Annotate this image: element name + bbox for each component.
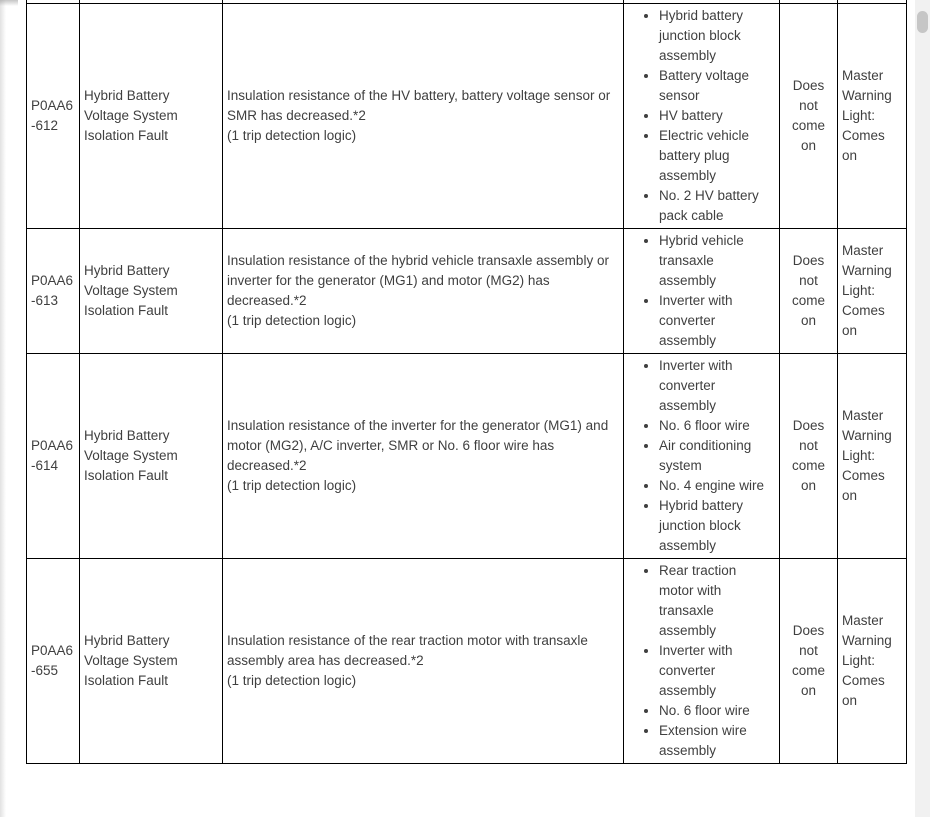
scrollbar-thumb[interactable]	[917, 11, 928, 33]
detection-logic-text: (1 trip detection logic)	[227, 313, 357, 328]
description-text: Insulation resistance of the inverter for the generator (MG1) and motor (MG2), A/C inverter, SMR or No. 6 floor wire has decreased.*2	[227, 418, 609, 473]
list-item: • HV battery	[659, 106, 771, 126]
description-cell	[223, 559, 624, 764]
table-row	[27, 559, 907, 764]
mil-status-cell: Does not come on	[780, 559, 838, 764]
list-item: • No. 6 floor wire	[659, 701, 771, 721]
description-cell	[223, 354, 624, 559]
dtc-code-cell: P0AA6-612	[27, 4, 80, 229]
description-cell	[223, 229, 624, 354]
warning-light-cell: Master Warning Light: Comes on	[838, 559, 907, 764]
list-item: • Rear traction motor with transaxle assembly	[659, 561, 771, 641]
fault-name-cell: Hybrid Battery Voltage System Isolation Fault	[80, 4, 223, 229]
components-list	[628, 231, 775, 351]
page-corner-shadow	[0, 0, 18, 6]
list-item: • Inverter with converter assembly	[659, 641, 771, 701]
mil-status-cell: Does not come on	[780, 4, 838, 229]
list-item: • Hybrid battery junction block assembly	[659, 6, 771, 66]
components-cell	[624, 354, 780, 559]
components-cell	[624, 229, 780, 354]
list-item: • Electric vehicle battery plug assembly	[659, 126, 771, 186]
fault-name-cell: Hybrid Battery Voltage System Isolation Fault	[80, 559, 223, 764]
list-item: • No. 2 HV battery pack cable	[659, 186, 771, 226]
table-row	[27, 229, 907, 354]
description-text: Insulation resistance of the hybrid vehicle transaxle assembly or inverter for the generator (MG1) and motor (MG2) has decreased.*2	[227, 253, 609, 308]
list-item: • Hybrid battery junction block assembly	[659, 496, 771, 556]
warning-light-cell: Master Warning Light: Comes on	[838, 4, 907, 229]
detection-logic-text: (1 trip detection logic)	[227, 128, 357, 143]
table-row	[27, 354, 907, 559]
detection-logic-text: (1 trip detection logic)	[227, 478, 357, 493]
page-edge-shadow	[0, 0, 6, 817]
list-item: • Battery voltage sensor	[659, 66, 771, 106]
dtc-code-cell: P0AA6-613	[27, 229, 80, 354]
description-text: Insulation resistance of the rear traction motor with transaxle assembly area has decreased.*2	[227, 633, 588, 668]
fault-name-cell: Hybrid Battery Voltage System Isolation Fault	[80, 229, 223, 354]
fault-name-cell: Hybrid Battery Voltage System Isolation Fault	[80, 354, 223, 559]
detection-logic-text: (1 trip detection logic)	[227, 673, 357, 688]
dtc-code-cell: P0AA6-614	[27, 354, 80, 559]
mil-status-cell: Does not come on	[780, 229, 838, 354]
list-item: • Inverter with converter assembly	[659, 356, 771, 416]
scrollbar-track[interactable]	[915, 0, 930, 817]
components-list	[628, 6, 775, 226]
table-row	[27, 4, 907, 229]
description-text: Insulation resistance of the HV battery, battery voltage sensor or SMR has decreased.*2	[227, 88, 611, 123]
dtc-table	[26, 0, 907, 764]
warning-light-cell: Master Warning Light: Comes on	[838, 229, 907, 354]
components-cell	[624, 4, 780, 229]
dtc-code-cell: P0AA6-655	[27, 559, 80, 764]
description-cell	[223, 4, 624, 229]
list-item: • Inverter with converter assembly	[659, 291, 771, 351]
list-item: • No. 4 engine wire	[659, 476, 771, 496]
warning-light-cell: Master Warning Light: Comes on	[838, 354, 907, 559]
list-item: • Air conditioning system	[659, 436, 771, 476]
list-item: • No. 6 floor wire	[659, 416, 771, 436]
components-list	[628, 356, 775, 556]
list-item: • Hybrid vehicle transaxle assembly	[659, 231, 771, 291]
list-item: • Extension wire assembly	[659, 721, 771, 761]
components-list	[628, 561, 775, 761]
components-cell	[624, 559, 780, 764]
mil-status-cell: Does not come on	[780, 354, 838, 559]
